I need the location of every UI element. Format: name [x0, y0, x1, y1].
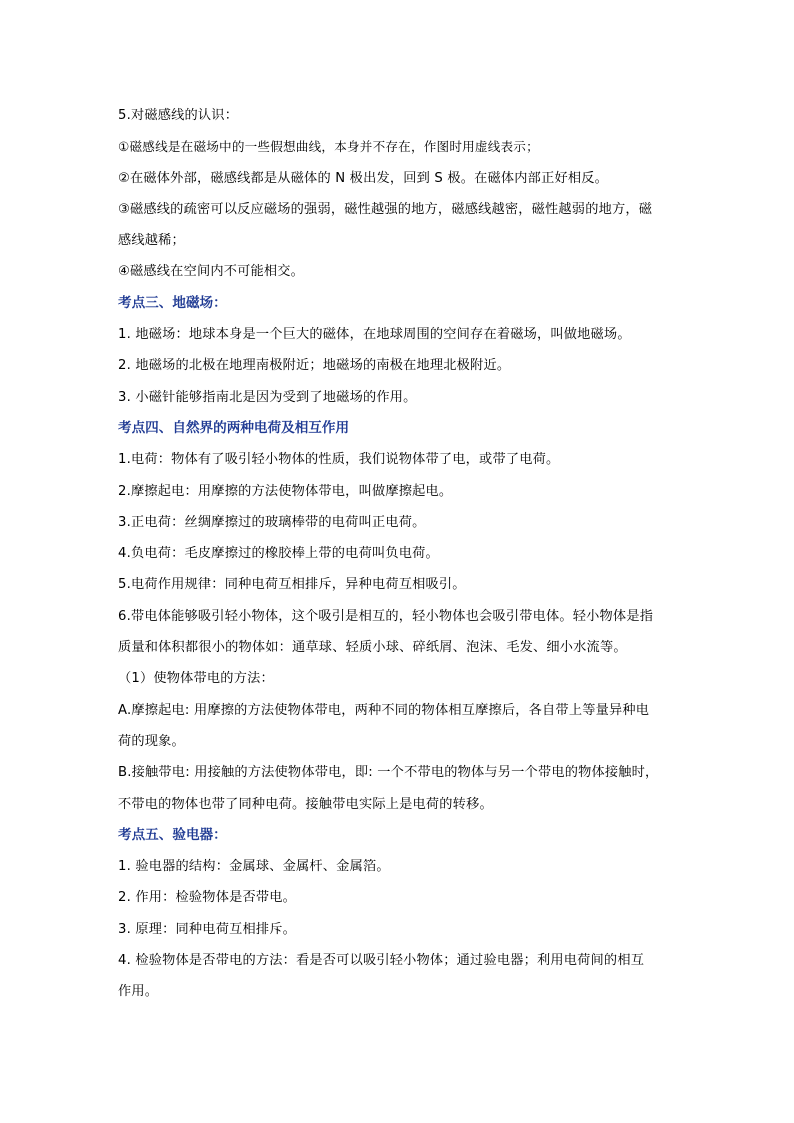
paragraph-line: 感线越稀；: [118, 233, 185, 249]
paragraph-line: 3.正电荷：丝绸摩擦过的玻璃棒带的电荷叫正电荷。: [118, 514, 426, 530]
paragraph-line: 4.负电荷：毛皮摩擦过的橡胶棒上带的电荷叫负电荷。: [118, 546, 439, 562]
paragraph-line: 5.电荷作用规律：同种电荷互相排斥，异种电荷互相吸引。: [118, 577, 466, 593]
paragraph-line: （1）使物体带电的方法：: [118, 671, 274, 687]
paragraph-line: ④磁感线在空间内不可能相交。: [118, 264, 305, 280]
paragraph-line: 5.对磁感线的认识：: [118, 108, 239, 123]
document-page: [118, 100, 680, 1008]
section-heading: 考点五、验电器：: [118, 826, 227, 843]
paragraph-line: 4. 检验物体是否带电的方法：看是否可以吸引轻小物体；通过验电器；利用电荷间的相互: [118, 953, 645, 969]
paragraph-line: 3. 小磁针能够指南北是因为受到了地磁场的作用。: [118, 389, 417, 405]
section-heading: 考点四、自然界的两种电荷及相互作用: [118, 419, 350, 436]
paragraph-line: ②在磁体外部，磁感线都是从磁体的 N 极出发，回到 S 极。在磁体内部正好相反。: [118, 170, 609, 186]
section-heading: 考点三、地磁场：: [118, 294, 227, 311]
paragraph-line: 1. 地磁场：地球本身是一个巨大的磁体，在地球周围的空间存在着磁场，叫做地磁场。: [118, 327, 631, 343]
paragraph-line: B.接触带电: 用接触的方法使物体带电，即: 一个不带电的物体与另一个带电的物体接触时，: [118, 765, 659, 781]
paragraph-line: A.摩擦起电: 用摩擦的方法使物体带电，两种不同的物体相互摩擦后，各自带上等量异种电: [118, 702, 650, 718]
paragraph-line: 6.带电体能够吸引轻小物体，这个吸引是相互的，轻小物体也会吸引带电体。轻小物体是指: [118, 608, 654, 624]
paragraph-line: ①磁感线是在磁场中的一些假想曲线，本身并不存在，作图时用虚线表示；: [118, 139, 539, 155]
paragraph-line: 2. 地磁场的北极在地理南极附近；地磁场的南极在地理北极附近。: [118, 358, 511, 374]
paragraph-line: 作用。: [118, 984, 159, 1000]
paragraph-line: ③磁感线的疏密可以反应磁场的强弱，磁性越强的地方，磁感线越密，磁性越弱的地方，磁: [118, 201, 653, 217]
paragraph-line: 2.摩擦起电：用摩擦的方法使物体带电，叫做摩擦起电。: [118, 483, 453, 499]
paragraph-line: 荷的现象。: [118, 733, 185, 749]
paragraph-line: 不带电的物体也带了同种电荷。接触带电实际上是电荷的转移。: [118, 796, 493, 812]
paragraph-line: 3. 原理：同种电荷互相排斥。: [118, 921, 297, 937]
paragraph-line: 2. 作用：检验物体是否带电。: [118, 890, 297, 906]
paragraph-line: 质量和体积都很小的物体如：通草球、轻质小球、碎纸屑、泡沫、毛发、细小水流等。: [118, 640, 627, 656]
paragraph-line: 1. 验电器的结构：金属球、金属杆、金属箔。: [118, 859, 390, 875]
paragraph-line: 1.电荷：物体有了吸引轻小物体的性质，我们说物体带了电，或带了电荷。: [118, 452, 560, 468]
